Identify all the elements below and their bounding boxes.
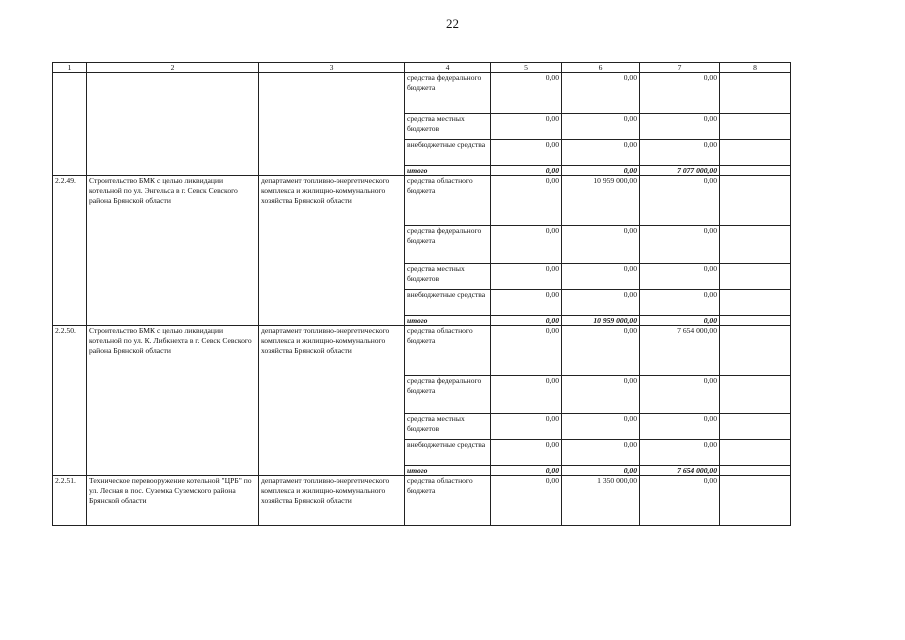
value-col8 [720, 73, 791, 114]
value-col7: 0,00 [640, 476, 720, 526]
value-col6: 0,00 [562, 376, 640, 414]
page-number: 22 [446, 16, 459, 31]
table-row [53, 326, 791, 376]
executor-cell: департамент топливно-энергетического комплекса и жилищно-коммунального хозяйства Брянской области [259, 326, 405, 476]
funding-source: внебюджетные средства [405, 290, 491, 316]
funding-source: средства федерального бюджета [405, 73, 491, 114]
value-col6: 0,00 [562, 466, 640, 476]
column-header: 5 [491, 63, 562, 73]
value-col8 [720, 226, 791, 264]
value-col8 [720, 326, 791, 376]
value-col5: 0,00 [491, 316, 562, 326]
value-col6: 10 959 000,00 [562, 316, 640, 326]
value-col7: 0,00 [640, 316, 720, 326]
funding-source: средства областного бюджета [405, 176, 491, 226]
column-header: 4 [405, 63, 491, 73]
value-col6: 0,00 [562, 114, 640, 140]
value-col6: 0,00 [562, 290, 640, 316]
value-col5: 0,00 [491, 166, 562, 176]
table-row [53, 176, 791, 226]
value-col6: 10 959 000,00 [562, 176, 640, 226]
value-col7: 0,00 [640, 440, 720, 466]
value-col5: 0,00 [491, 264, 562, 290]
item-number-cell: 2.2.50. [53, 326, 87, 476]
column-number-row [53, 63, 791, 73]
value-col7: 0,00 [640, 73, 720, 114]
value-col5: 0,00 [491, 476, 562, 526]
value-col7: 0,00 [640, 114, 720, 140]
value-col5: 0,00 [491, 140, 562, 166]
column-header: 6 [562, 63, 640, 73]
value-col5: 0,00 [491, 440, 562, 466]
funding-source: средства областного бюджета [405, 326, 491, 376]
value-col7: 0,00 [640, 376, 720, 414]
item-number-cell [53, 73, 87, 176]
table-row [53, 73, 791, 114]
value-col8 [720, 290, 791, 316]
funding-source: средства федерального бюджета [405, 226, 491, 264]
column-header: 7 [640, 63, 720, 73]
executor-cell: департамент топливно-энергетического комплекса и жилищно-коммунального хозяйства Брянской области [259, 176, 405, 326]
table-row [53, 476, 791, 526]
funding-source: внебюджетные средства [405, 140, 491, 166]
value-col6: 0,00 [562, 414, 640, 440]
value-col5: 0,00 [491, 73, 562, 114]
value-col7: 7 654 000,00 [640, 326, 720, 376]
column-header: 2 [87, 63, 259, 73]
value-col7: 0,00 [640, 414, 720, 440]
value-col7: 0,00 [640, 226, 720, 264]
value-col7: 0,00 [640, 264, 720, 290]
value-col7: 7 654 000,00 [640, 466, 720, 476]
value-col7: 7 077 000,00 [640, 166, 720, 176]
funding-source: итого [405, 316, 491, 326]
value-col5: 0,00 [491, 326, 562, 376]
value-col8 [720, 414, 791, 440]
value-col7: 0,00 [640, 176, 720, 226]
column-header: 1 [53, 63, 87, 73]
value-col8 [720, 476, 791, 526]
value-col8 [720, 166, 791, 176]
item-name-cell [87, 73, 259, 176]
value-col5: 0,00 [491, 114, 562, 140]
funding-source: средства местных бюджетов [405, 114, 491, 140]
value-col7: 0,00 [640, 140, 720, 166]
executor-cell [259, 73, 405, 176]
value-col8 [720, 114, 791, 140]
value-col6: 0,00 [562, 140, 640, 166]
value-col5: 0,00 [491, 376, 562, 414]
value-col6: 0,00 [562, 264, 640, 290]
funding-source: средства областного бюджета [405, 476, 491, 526]
value-col6: 0,00 [562, 73, 640, 114]
value-col8 [720, 264, 791, 290]
item-name-cell: Техническое перевооружение котельной "ЦРБ" по ул. Лесная в пос. Суземка Суземского района Брянской области [87, 476, 259, 526]
item-number-cell: 2.2.49. [53, 176, 87, 326]
value-col5: 0,00 [491, 466, 562, 476]
funding-source: итого [405, 166, 491, 176]
value-col8 [720, 140, 791, 166]
funding-source: итого [405, 466, 491, 476]
item-name-cell: Строительство БМК с целью ликвидации котельной по ул. К. Либкнехта в г. Севск Севского района Брянской области [87, 326, 259, 476]
value-col8 [720, 176, 791, 226]
funding-source: средства местных бюджетов [405, 414, 491, 440]
value-col7: 0,00 [640, 290, 720, 316]
value-col6: 0,00 [562, 226, 640, 264]
value-col6: 1 350 000,00 [562, 476, 640, 526]
value-col8 [720, 376, 791, 414]
value-col8 [720, 440, 791, 466]
item-name-cell: Строительство БМК с целью ликвидации котельной по ул. Энгельса в г. Севск Севского района Брянской области [87, 176, 259, 326]
executor-cell: департамент топливно-энергетического комплекса и жилищно-коммунального хозяйства Брянской области [259, 476, 405, 526]
value-col5: 0,00 [491, 176, 562, 226]
value-col8 [720, 316, 791, 326]
column-header: 3 [259, 63, 405, 73]
funding-source: внебюджетные средства [405, 440, 491, 466]
funding-source: средства федерального бюджета [405, 376, 491, 414]
value-col5: 0,00 [491, 290, 562, 316]
value-col6: 0,00 [562, 440, 640, 466]
value-col6: 0,00 [562, 326, 640, 376]
value-col5: 0,00 [491, 414, 562, 440]
column-header: 8 [720, 63, 791, 73]
value-col6: 0,00 [562, 166, 640, 176]
value-col5: 0,00 [491, 226, 562, 264]
funding-source: средства местных бюджетов [405, 264, 491, 290]
budget-table [52, 62, 791, 526]
value-col8 [720, 466, 791, 476]
item-number-cell: 2.2.51. [53, 476, 87, 526]
